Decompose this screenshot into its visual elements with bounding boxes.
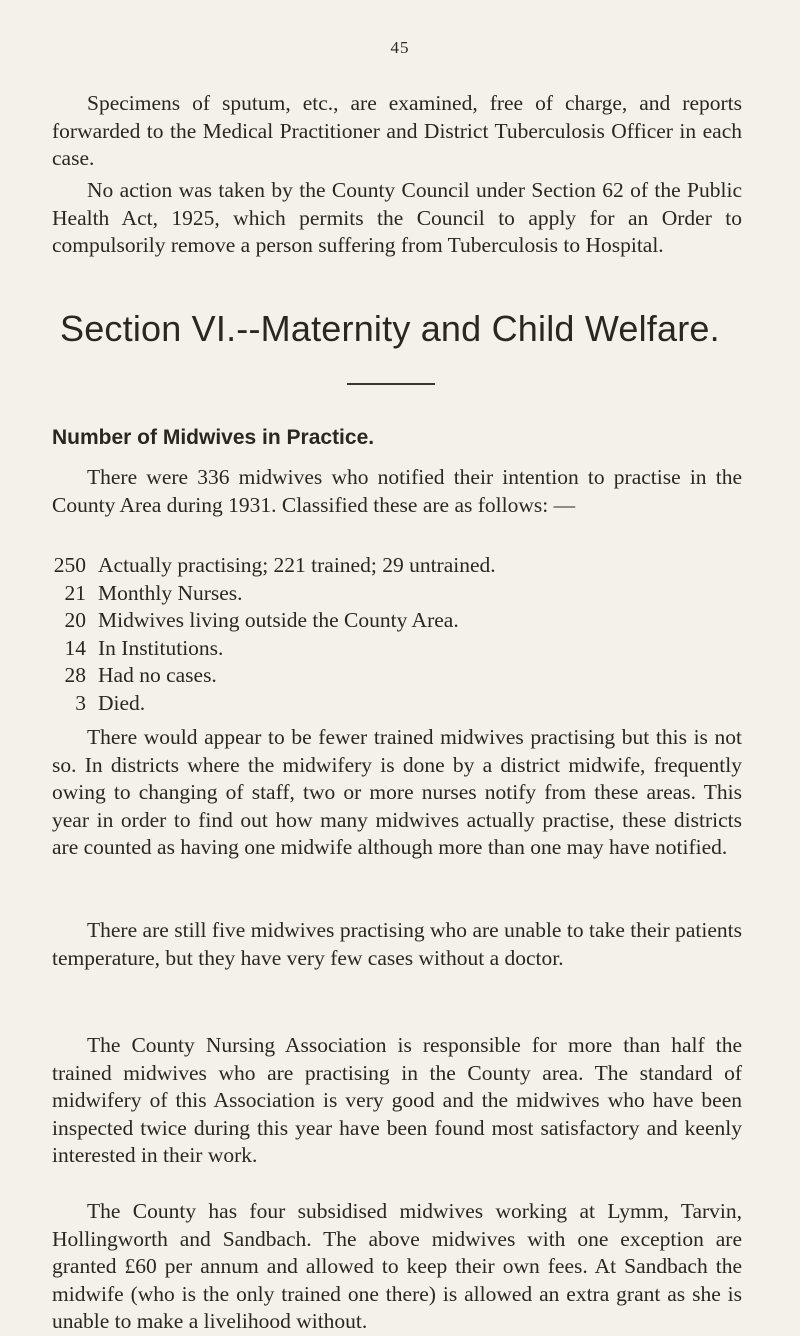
page-number: 45 <box>390 38 410 57</box>
list-item-count: 14 <box>64 635 86 660</box>
list-item-count: 20 <box>64 608 86 632</box>
list-item <box>52 552 752 580</box>
paragraph-nursing-association: The County Nursing Association is responsible for more than half the trained midwives who are practising in the County area. The standard of midwifery of this Association is very good and the midwives who have been inspected twice during this year have been found most satisfactory and keenly interested in their work. <box>52 1033 742 1167</box>
list-item <box>52 662 752 690</box>
sub-heading-midwives: Number of Midwives in Practice. <box>52 426 375 449</box>
heading-divider <box>347 383 435 385</box>
paragraph-fewer-trained: There would appear to be fewer trained midwives practising but this is not so. In districts where the midwifery is done by a district midwife, frequently owing to changing of staff, two or more nurses notify from these areas. This year in order to find out how many midwives actually practise, these districts are counted as having one midwife although more than one may have notified. <box>52 725 742 859</box>
list-item-count: 3 <box>75 690 86 715</box>
list-item <box>52 690 752 718</box>
paragraph-section-62: No action was taken by the County Council under Section 62 of the Public Health Act, 1925, which permits the Council to apply for an Order to compulsorily remove a person suffering from Tuberculosis to Hospital. <box>52 178 742 257</box>
paragraph-temperature: There are still five midwives practising who are unable to take their patients temperature, but they have very few cases without a doctor. <box>52 918 742 970</box>
paragraph-sputum-specimens: Specimens of sputum, etc., are examined, free of charge, and reports forwarded to the Medical Practitioner and District Tuberculosis Officer in each case. <box>52 91 742 170</box>
list-item-count: 21 <box>64 580 86 605</box>
list-item-count: 250 <box>53 553 86 577</box>
paragraph-subsidised-midwives: The County has four subsidised midwives working at Lymm, Tarvin, Hollingworth and Sandbach. The above midwives with one exception are granted £60 per annum and allowed to keep their own fees. At Sandbach the midwife (who is the only trained one there) is allowed an extra grant as she is unable to make a livelihood without. <box>52 1199 742 1333</box>
list-item-text: Midwives living outside the County Area. <box>98 608 459 632</box>
midwives-classification-list <box>52 552 752 717</box>
list-item-text: Died. <box>98 690 146 715</box>
list-item <box>52 607 752 635</box>
list-item-text: In Institutions. <box>98 635 224 660</box>
list-item-text: Monthly Nurses. <box>98 580 243 605</box>
list-item <box>52 635 752 663</box>
section-heading: Section VI.--Maternity and Child Welfare. <box>60 308 720 349</box>
list-item <box>52 580 752 608</box>
paragraph-midwives-notified: There were 336 midwives who notified their intention to practise in the County Area during 1931. Classified these are as follows: — <box>52 465 742 517</box>
list-item-count: 28 <box>64 663 86 687</box>
list-item-text: Had no cases. <box>98 663 217 687</box>
list-item-text: Actually practising; 221 trained; 29 untrained. <box>98 553 496 577</box>
